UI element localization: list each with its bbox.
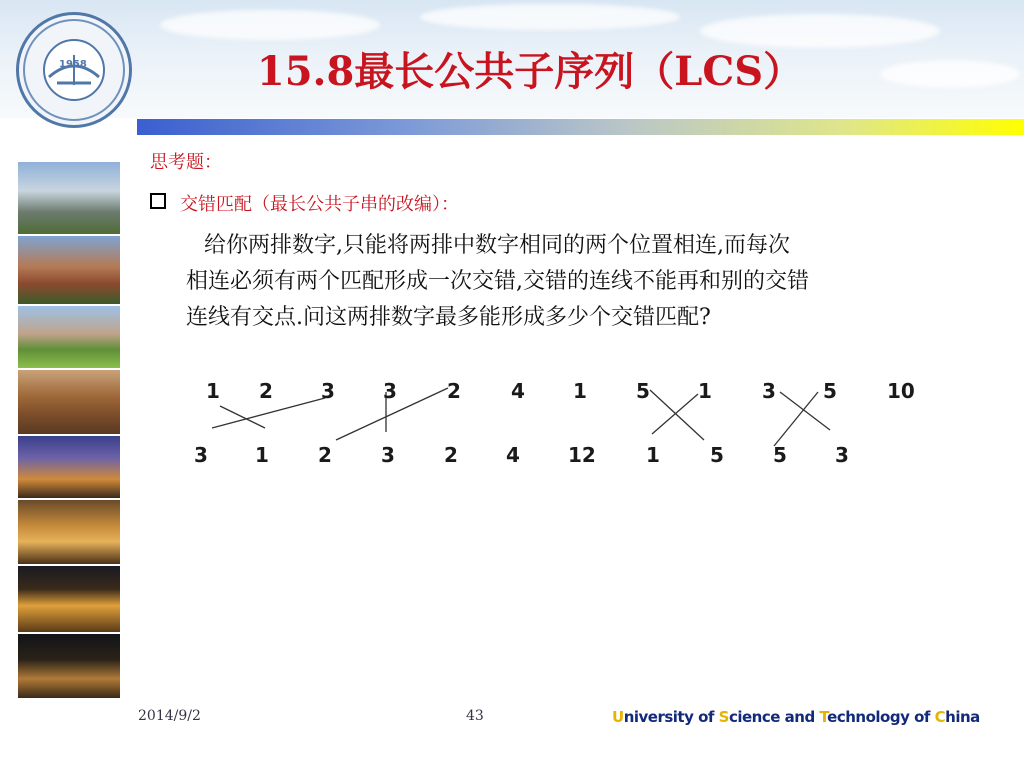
paragraph-line: 连线有交点.问这两排数字最多能形成多少个交错匹配?: [186, 305, 711, 330]
bottom-number-10: 3: [835, 443, 849, 467]
campus-photo: [18, 236, 120, 304]
bullet-text: 交错匹配（最长公共子串的改编）：: [180, 194, 459, 215]
university-initial: C: [934, 708, 946, 726]
footer-page-number: 43: [466, 708, 484, 724]
campus-photo: [18, 436, 120, 498]
bottom-number-7: 1: [646, 443, 660, 467]
university-word: echnology of: [827, 708, 935, 726]
bottom-number-6: 12: [568, 443, 596, 467]
question-heading: 思考题：: [150, 152, 222, 173]
cloud: [160, 10, 380, 40]
university-word: niversity of: [623, 708, 719, 726]
bottom-number-0: 3: [194, 443, 208, 467]
top-number-6: 1: [573, 379, 587, 403]
campus-photo: [18, 162, 120, 234]
bottom-number-3: 3: [381, 443, 395, 467]
top-number-2: 3: [321, 379, 335, 403]
slide-title: 15.8最长公共子序列（LCS）: [256, 48, 804, 95]
campus-photo: [18, 500, 120, 564]
problem-description: [186, 228, 1006, 336]
paragraph-line: 给你两排数字,只能将两排中数字相同的两个位置相连,而每次: [204, 233, 790, 258]
campus-photo: [18, 566, 120, 632]
connection-line: [774, 392, 818, 446]
footer-university-name: [612, 708, 980, 726]
square-bullet-icon: [150, 193, 166, 209]
matching-diagram: [190, 372, 930, 472]
campus-photo: [18, 634, 120, 698]
paragraph-line: 相连必须有两个匹配形成一次交错,交错的连线不能再和别的交错: [186, 269, 809, 294]
top-number-7: 5: [636, 379, 650, 403]
university-word: hina: [945, 708, 980, 726]
title-underline-bar: [137, 119, 1024, 135]
bottom-number-1: 1: [255, 443, 269, 467]
bottom-number-8: 5: [710, 443, 724, 467]
university-word: cience and: [728, 708, 820, 726]
top-number-5: 4: [511, 379, 525, 403]
top-number-11: 10: [887, 379, 915, 403]
university-initial: U: [612, 708, 624, 726]
top-number-3: 3: [383, 379, 397, 403]
top-number-4: 2: [447, 379, 461, 403]
top-number-10: 5: [823, 379, 837, 403]
university-logo: [16, 12, 132, 128]
top-number-8: 1: [698, 379, 712, 403]
bottom-number-5: 4: [506, 443, 520, 467]
bullet-item: [150, 190, 459, 216]
bottom-number-2: 2: [318, 443, 332, 467]
top-number-1: 2: [259, 379, 273, 403]
campus-photo-strip: [18, 162, 120, 698]
bottom-number-9: 5: [773, 443, 787, 467]
footer-date: 2014/9/2: [138, 708, 201, 724]
top-number-9: 3: [762, 379, 776, 403]
connection-line: [650, 390, 704, 440]
bottom-number-4: 2: [444, 443, 458, 467]
campus-photo: [18, 306, 120, 368]
top-number-0: 1: [206, 379, 220, 403]
campus-photo: [18, 370, 120, 434]
logo-year: 1958: [59, 59, 87, 70]
university-initial: T: [819, 708, 828, 726]
cloud: [420, 4, 680, 30]
university-initial: S: [718, 708, 729, 726]
